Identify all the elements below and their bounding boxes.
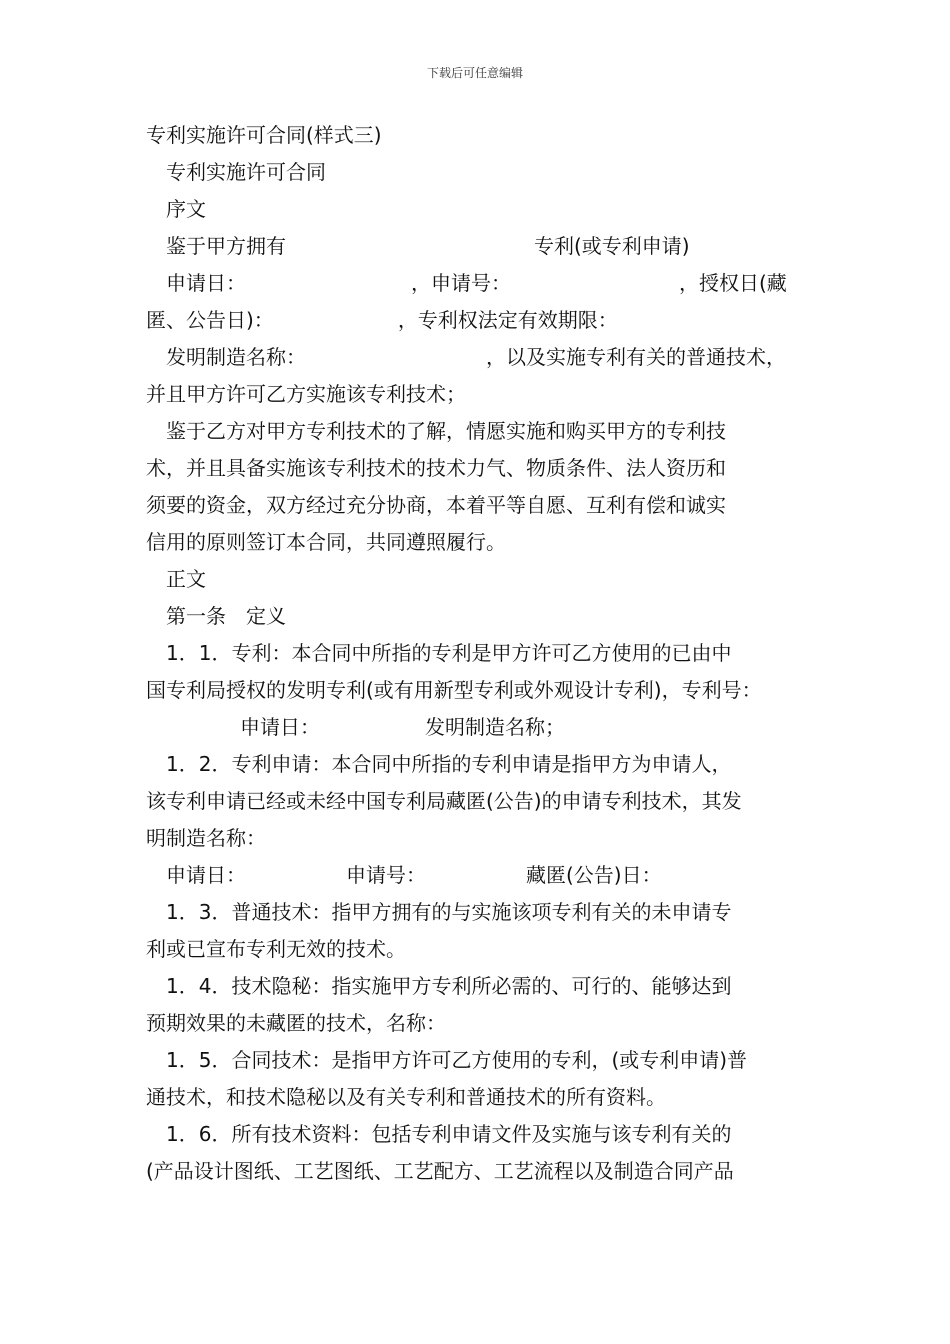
text-segment: 鉴于甲方拥有 [166,234,286,258]
text-segment: 申请日： [166,271,246,295]
text-segment: 发明制造名称： [166,345,306,369]
text-segment: ，授权日(藏 [679,271,787,295]
preface-line [146,302,818,339]
clause-line: 1．6．所有技术资料：包括专利申请文件及实施与该专利有关的 [166,1122,732,1146]
clause-line: 1．3．普通技术：指甲方拥有的与实施该项专利有关的未申请专 [166,900,732,924]
document-title: 专利实施许可合同(样式三) [146,123,382,147]
document-subtitle: 专利实施许可合同 [166,160,326,184]
preface-line: 并且甲方许可乙方实施该专利技术； [146,382,466,406]
preface-line: 须要的资金，双方经过充分协商，本着平等自愿、互利有偿和诚实 [146,493,726,517]
clause-line: 该专利申请已经或未经中国专利局藏匿(公告)的申请专利技术，其发 [146,789,742,813]
clause-line: 1．4．技术隐秘：指实施甲方专利所必需的、可行的、能够达到 [166,974,732,998]
clause-line [146,709,818,746]
clause-line: 国专利局授权的发明专利(或有用新型专利或外观设计专利)，专利号： [146,678,762,702]
preface-line [146,228,818,265]
text-segment: ，以及实施专利有关的普通技术， [486,345,786,369]
text-segment: 申请日： [166,863,246,887]
clause-line: 明制造名称： [146,826,266,850]
text-segment: 发明制造名称； [425,715,565,739]
text-segment: 专利(或专利申请) [534,234,690,258]
clause-line: 预期效果的未藏匿的技术，名称： [146,1011,446,1035]
preface-line [146,265,818,302]
clause-line: 利或已宣布专利无效的技术。 [146,937,406,961]
text-segment: 申请日： [240,715,320,739]
document-body [146,117,818,1190]
clause-line: 通技术，和技术隐秘以及有关专利和普通技术的所有资料。 [146,1085,666,1109]
preface-line [146,339,818,376]
text-segment: ，专利权法定有效期限： [397,308,618,332]
clause-line: (产品设计图纸、工艺图纸、工艺配方、工艺流程以及制造合同产品 [146,1159,734,1183]
preface-line: 鉴于乙方对甲方专利技术的了解，情愿实施和购买甲方的专利技 [166,419,726,443]
preface-heading: 序文 [166,197,206,221]
text-segment: 匿、公告日)： [146,308,274,332]
clause-line [146,857,818,894]
clause-line: 1．1．专利：本合同中所指的专利是甲方许可乙方使用的已由中 [166,641,732,665]
preface-line: 术，并且具备实施该专利技术的技术力气、物质条件、法人资历和 [146,456,726,480]
clause-line: 1．5．合同技术：是指甲方许可乙方使用的专利，(或专利申请)普 [166,1048,748,1072]
page-header: 下载后可任意编辑 [426,66,523,80]
clause-line: 1．2．专利申请：本合同中所指的专利申请是指甲方为申请人， [166,752,732,776]
article-heading: 第一条 定义 [166,604,286,628]
preface-line: 信用的原则签订本合同，共同遵照履行。 [146,530,506,554]
text-segment: 申请号： [346,863,426,887]
text-segment: 藏匿(公告)日： [526,863,662,887]
main-heading: 正文 [166,567,206,591]
text-segment: ，申请号： [411,271,511,295]
